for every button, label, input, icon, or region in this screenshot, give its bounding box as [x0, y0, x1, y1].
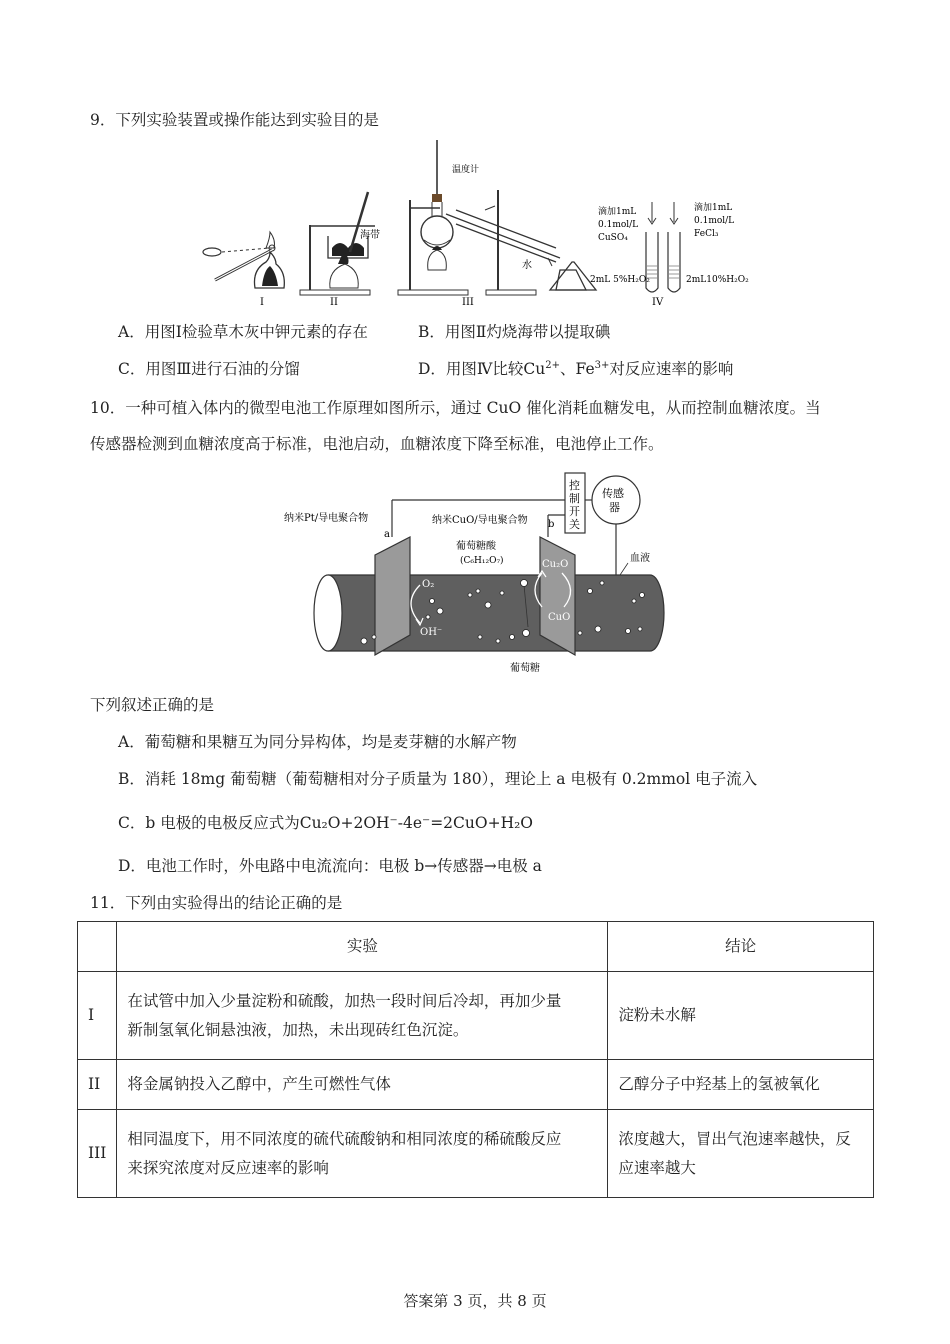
q9-figure — [200, 140, 760, 310]
h2o2-10-label: 2mL10%H₂O₂ — [686, 275, 749, 285]
q10-prompt: 下列叙述正确的是 — [90, 696, 215, 714]
fig-i-label: I — [260, 297, 264, 308]
q9-option-a: A．用图Ⅰ检验草木灰中钾元素的存在 — [118, 323, 368, 341]
row-experiment — [117, 972, 608, 1060]
q9-option-d-suffix: 对反应速率的影响 — [609, 360, 734, 378]
ion-fe-charge: 3+ — [594, 359, 610, 371]
cuo-electrode-label: 纳米CuO/导电聚合物 — [432, 515, 528, 526]
table-row — [78, 972, 874, 1060]
header-empty — [78, 922, 117, 972]
experiment-line: 新制氢氧化铜悬浊液，加热，未出现砖红色沉淀。 — [127, 1020, 469, 1039]
experiment-line: 在试管中加入少量淀粉和硫酸，加热一段时间后冷却，再加少量 — [127, 991, 562, 1010]
q9-option-d-prefix: D．用图Ⅳ比较 — [418, 360, 524, 378]
fig-iv-test-tubes — [590, 201, 749, 308]
electrode-a-label: a — [384, 529, 390, 540]
cuso4-label-1: 滴加1mL — [598, 207, 637, 217]
fecl3-label-1: 滴加1mL — [694, 203, 733, 213]
sensor — [592, 476, 640, 524]
switch-char-2: 制 — [569, 492, 580, 505]
q11-stem: 11．下列由实验得出的结论正确的是 — [90, 894, 343, 912]
o2-label: O₂ — [422, 579, 435, 590]
q9-option-b: B．用图Ⅱ灼烧海带以提取碘 — [418, 323, 611, 341]
h2o2-5-label: 2mL 5%H₂O₂ — [590, 275, 650, 285]
switch-char-3: 开 — [569, 505, 580, 518]
q10-option-b: B．消耗 18mg 葡萄糖（葡萄糖相对分子质量为 180），理论上 a 电极有 0.2mmol 电子流入 — [118, 770, 758, 788]
ion-fe: Fe — [575, 360, 595, 378]
fig-iii-distillation — [398, 140, 596, 308]
ion-cu: Cu — [523, 360, 546, 378]
blood-label: 血液 — [630, 553, 650, 564]
row-id: I — [78, 972, 117, 1060]
sensor-char-2: 器 — [609, 501, 620, 514]
switch-char-4: 关 — [569, 518, 580, 531]
q10-stem-line2: 传感器检测到血糖浓度高于标准，电池启动，血糖浓度下降至标准，电池停止工作。 — [90, 435, 664, 453]
ion-cu-charge: 2+ — [545, 359, 561, 371]
fecl3-label-2: 0.1mol/L — [694, 216, 735, 226]
experiment-line: 相同温度下，用不同浓度的硫代硫酸钠和相同浓度的稀硫酸反应 — [127, 1129, 562, 1148]
q10-option-c-prefix: C．b 电极的电极反应式为 — [118, 814, 300, 832]
q9-option-c: C．用图Ⅲ进行石油的分馏 — [118, 360, 300, 378]
experiment-line: 将金属钠投入乙醇中，产生可燃性气体 — [127, 1075, 391, 1094]
q11-table — [77, 921, 874, 1198]
fig-ii-label: II — [330, 297, 338, 308]
q10-stem-line1: 10．一种可植入体内的微型电池工作原理如图所示，通过 CuO 催化消耗血糖发电，从而控制血糖浓度。当 — [90, 399, 821, 417]
cu2o-label: Cu₂O — [542, 559, 569, 570]
q10-option-c — [118, 811, 533, 833]
fig-iv-label: IV — [652, 297, 664, 308]
oh-label: OH⁻ — [420, 627, 443, 638]
fig-iii-label: III — [462, 297, 474, 308]
water-label: 水 — [522, 260, 532, 271]
q10-battery-figure — [280, 465, 670, 680]
conclusion-line: 淀粉未水解 — [618, 1006, 696, 1025]
table-header-row — [78, 922, 874, 972]
q9-stem: 9．下列实验装置或操作能达到实验目的是 — [90, 111, 379, 129]
table-row — [78, 1060, 874, 1110]
q10-option-a: A．葡萄糖和果糖互为同分异构体，均是麦芽糖的水解产物 — [118, 733, 517, 751]
ion-separator: 、 — [560, 360, 576, 378]
electrode-a — [375, 537, 410, 655]
q10-option-d: D．电池工作时，外电路中电流流向：电极 b→传感器→电极 a — [118, 857, 542, 875]
row-conclusion — [608, 972, 874, 1060]
row-id: II — [78, 1060, 117, 1110]
header-experiment: 实验 — [117, 922, 608, 972]
row-experiment — [117, 1060, 608, 1110]
gluconic-acid-label: 葡萄糖酸 — [456, 541, 496, 552]
gluconic-formula-label: (C₆H₁₂O₇) — [460, 556, 504, 566]
pt-electrode-label: 纳米Pt/导电聚合物 — [284, 513, 369, 524]
cuso4-label-3: CuSO₄ — [598, 233, 628, 243]
electrode-equation: Cu₂O+2OH⁻-4e⁻=2CuO+H₂O — [299, 814, 534, 832]
fig-i-flame-test — [203, 232, 284, 308]
table-row — [78, 1110, 874, 1198]
page-footer: 答案第 3 页，共 8 页 — [403, 1292, 547, 1310]
cuo-label: CuO — [548, 612, 571, 623]
row-experiment — [117, 1110, 608, 1198]
cuso4-label-2: 0.1mol/L — [598, 220, 639, 230]
experiment-line: 来探究浓度对反应速率的影响 — [127, 1158, 329, 1177]
thermometer-label: 温度计 — [452, 165, 480, 175]
q9-option-d — [418, 357, 733, 379]
conclusion-line: 浓度越大，冒出气泡速率越快，反 — [618, 1129, 851, 1148]
fecl3-label-3: FeCl₃ — [694, 229, 719, 239]
conclusion-line: 乙醇分子中羟基上的氢被氧化 — [618, 1075, 820, 1094]
electrode-b-label: b — [548, 519, 555, 530]
glucose-label: 葡萄糖 — [510, 663, 540, 674]
switch-char-1: 控 — [569, 479, 580, 492]
row-id: III — [78, 1110, 117, 1198]
conclusion-line: 应速率越大 — [618, 1158, 696, 1177]
fig-ii-crucible — [300, 192, 380, 308]
row-conclusion — [608, 1060, 874, 1110]
sensor-char-1: 传感 — [602, 487, 624, 500]
row-conclusion — [608, 1110, 874, 1198]
header-conclusion: 结论 — [608, 922, 874, 972]
seaweed-label: 海带 — [360, 230, 380, 241]
